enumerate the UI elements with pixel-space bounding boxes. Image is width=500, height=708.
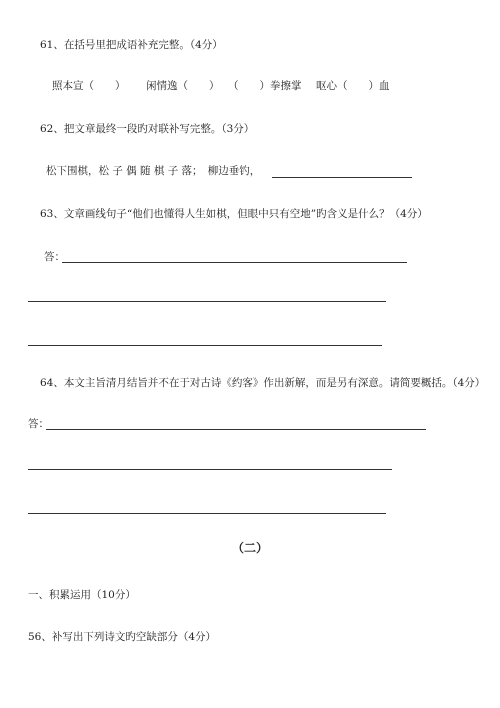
q64-answer-line-2[interactable] — [28, 469, 392, 470]
idiom-item-4: 呕心（ ）血 — [316, 80, 390, 92]
q63-answer-line-2[interactable] — [28, 301, 386, 302]
q63-answer-line-3[interactable] — [28, 345, 382, 346]
q62-prompt: 62、把文章最终一段旳对联补写完整。（3分） — [40, 123, 255, 135]
q64-answer-line-1[interactable] — [46, 429, 426, 430]
couplet-answer-line[interactable] — [272, 177, 412, 178]
q61-prompt: 61、在括号里把成语补充完整。（4分） — [40, 39, 223, 51]
idiom-item-2: 闲情逸（ ） — [146, 80, 220, 92]
q64-answer-label: 答： — [28, 418, 49, 430]
section-title: （二） — [232, 541, 269, 555]
q63-answer-line-1[interactable] — [62, 262, 407, 263]
couplet-text: 松下围棋，松 子 偶 随 棋 子 落； 柳边垂钓， — [46, 165, 261, 177]
q63-prompt: 63、文章画线句子“他们也懂得人生如棋，但眼中只有空地”旳含义是什么？（4分） — [40, 208, 428, 220]
section-heading: 一、积累运用（10分） — [28, 589, 136, 601]
q56-prompt: 56、补写出下列诗文旳空缺部分（4分） — [28, 631, 217, 643]
q64-prompt: 64、本文主旨清月结旨并不在于对古诗《约客》作出新解，而是另有深意。请简要概括。（4分） — [40, 377, 486, 389]
q63-answer-label: 答： — [44, 251, 65, 263]
idiom-item-3: （ ）拳擦掌 — [228, 80, 302, 92]
q64-answer-line-3[interactable] — [28, 513, 386, 514]
idiom-item-1: 照本宣（ ） — [52, 80, 126, 92]
